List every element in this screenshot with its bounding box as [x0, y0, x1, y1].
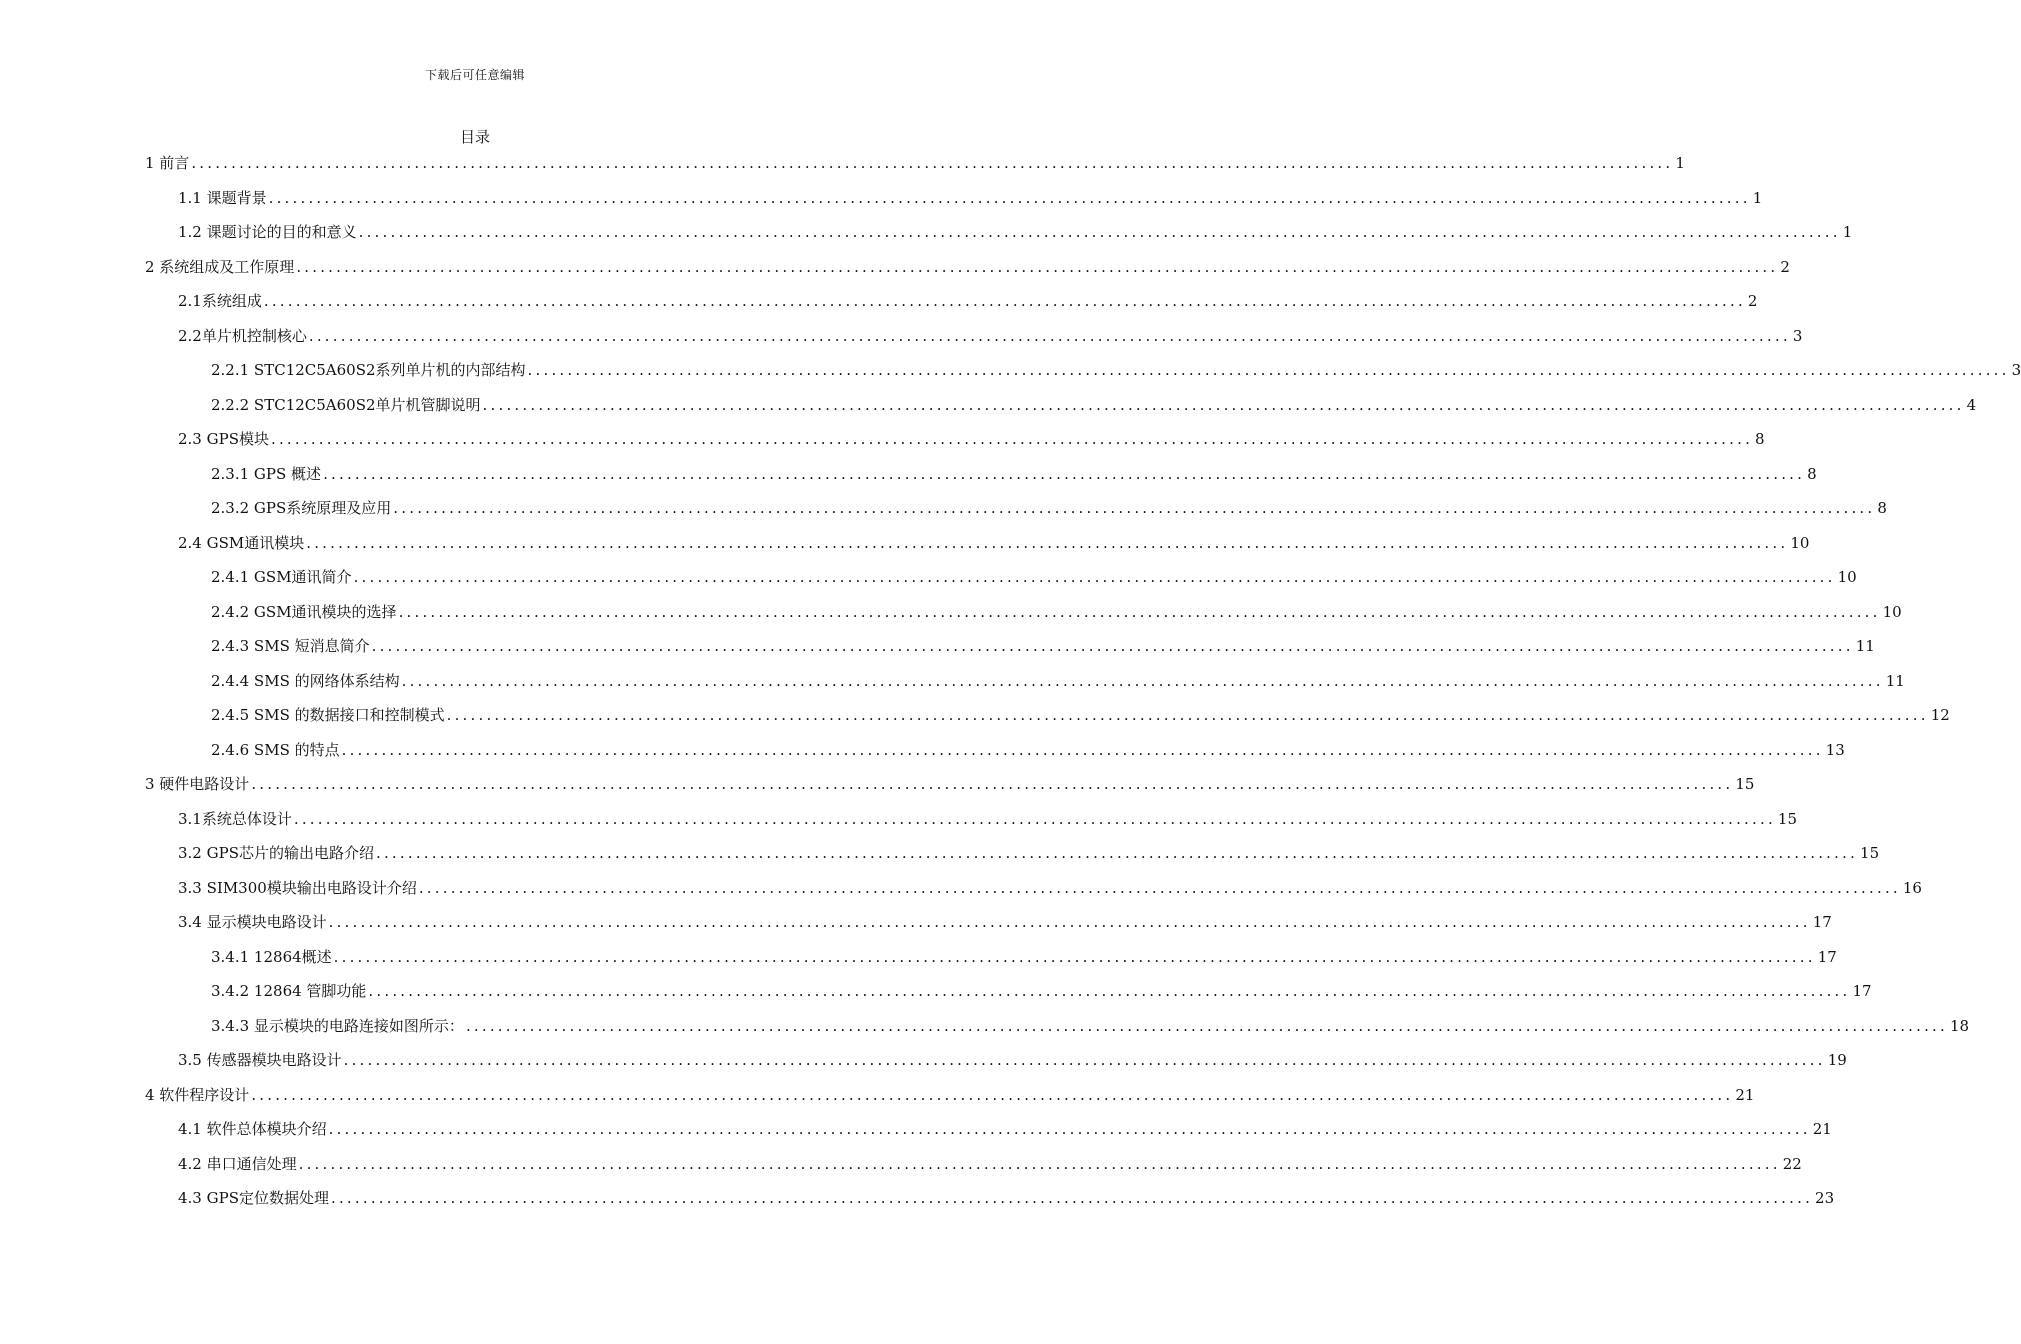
toc-leader-dots: .......................................................................................................................................................................................... — [527, 361, 2010, 380]
toc-leader-dots: .......................................................................................................................................................................................... — [308, 326, 1791, 345]
toc-entry-label: 2.3.1 GPS 概述 — [211, 464, 322, 483]
toc-entry-page: 17 — [1812, 913, 1832, 932]
toc-entry[interactable] — [0, 457, 1817, 492]
toc-entry-label: 4.1 软件总体模块介绍 — [178, 1120, 327, 1139]
toc-entry-label: 2.3.2 GPS系统原理及应用 — [211, 499, 392, 518]
toc-entry-label: 3.2 GPS芯片的输出电路介绍 — [178, 844, 374, 863]
toc-leader-dots: .......................................................................................................................................................................................... — [446, 706, 1929, 725]
toc-entry[interactable] — [0, 698, 1950, 733]
toc-entry[interactable] — [0, 905, 1832, 940]
toc-entry[interactable] — [0, 595, 1902, 630]
toc-entry-page: 10 — [1790, 533, 1810, 552]
toc-entry-label: 2.2单片机控制核心 — [178, 326, 307, 345]
toc-entry-label: 3.5 传感器模块电路设计 — [178, 1051, 342, 1070]
toc-entry-label: 3.4.3 显示模块的电路连接如图所示： — [211, 1016, 464, 1035]
toc-entry[interactable] — [0, 1078, 1755, 1113]
toc-entry[interactable] — [0, 733, 1845, 768]
toc-entry-label: 2.4.1 GSM通讯简介 — [211, 568, 352, 587]
toc-entry-page: 1 — [1842, 223, 1853, 242]
toc-entry-label: 2.4.6 SMS 的特点 — [211, 740, 340, 759]
toc-entry[interactable] — [0, 871, 1922, 906]
toc-entry-page: 2 — [1780, 257, 1790, 276]
toc-entry-label: 2.4.4 SMS 的网络体系结构 — [211, 671, 400, 690]
toc-entry[interactable] — [0, 974, 1872, 1009]
toc-entry-page: 11 — [1855, 637, 1875, 656]
toc-entry-page: 15 — [1777, 809, 1798, 828]
toc-entry-label: 2.2.2 STC12C5A60S2单片机管脚说明 — [211, 395, 481, 414]
toc-leader-dots: .......................................................................................................................................................................................... — [328, 913, 1811, 932]
toc-entry-label: 3.3 SIM300模块输出电路设计介绍 — [178, 878, 417, 897]
toc-entry-page: 22 — [1782, 1154, 1802, 1173]
toc-entry[interactable] — [0, 388, 1977, 423]
toc-entry-page: 10 — [1837, 568, 1857, 587]
toc-entry-page: 17 — [1852, 982, 1872, 1001]
toc-entry[interactable] — [0, 146, 1685, 181]
toc-entry-label: 2 系统组成及工作原理 — [145, 257, 295, 276]
toc-entry[interactable] — [0, 836, 1880, 871]
toc-leader-dots: .......................................................................................................................................................................................... — [328, 1120, 1811, 1139]
toc-leader-dots: .......................................................................................................................................................................................... — [371, 637, 1854, 656]
toc-leader-dots: .......................................................................................................................................................................................... — [268, 188, 1751, 207]
toc-entry[interactable] — [0, 664, 1905, 699]
toc-entry[interactable] — [0, 319, 1803, 354]
toc-entry-page: 17 — [1817, 947, 1837, 966]
toc-leader-dots: .......................................................................................................................................................................................... — [482, 395, 1965, 414]
toc-leader-dots: .......................................................................................................................................................................................... — [296, 257, 1779, 276]
toc-entry-page: 21 — [1735, 1085, 1755, 1104]
toc-entry-label: 2.3 GPS模块 — [178, 430, 269, 449]
toc-entry-label: 2.4.2 GSM通讯模块的选择 — [211, 602, 397, 621]
toc-entry[interactable] — [0, 526, 1810, 561]
toc-entry[interactable] — [0, 1043, 1847, 1078]
toc-leader-dots: .......................................................................................................................................................................................... — [270, 430, 1754, 449]
toc-entry[interactable] — [0, 802, 1798, 837]
toc-leader-dots: .......................................................................................................................................................................................... — [398, 602, 1881, 621]
toc-entry-page: 19 — [1827, 1051, 1847, 1070]
toc-entry-label: 1 前言 — [145, 154, 190, 173]
toc-entry-page: 8 — [1877, 499, 1887, 518]
toc-entry-page: 4 — [1966, 395, 1977, 414]
toc-leader-dots: .......................................................................................................................................................................................... — [465, 1016, 1948, 1035]
toc-entry[interactable] — [0, 1009, 1970, 1044]
toc-entry-page: 3 — [2011, 361, 2021, 380]
toc-leader-dots: .......................................................................................................................................................................................... — [418, 878, 1901, 897]
toc-leader-dots: .......................................................................................................................................................................................... — [368, 982, 1851, 1001]
toc-entry[interactable] — [0, 215, 1853, 250]
toc-entry-page: 1 — [1752, 188, 1763, 207]
toc-entry-label: 3.1系统总体设计 — [178, 809, 292, 828]
toc-entry-label: 2.4.3 SMS 短消息简介 — [211, 637, 370, 656]
toc-entry-label: 2.4 GSM通讯模块 — [178, 533, 305, 552]
toc-entry-label: 2.2.1 STC12C5A60S2系列单片机的内部结构 — [211, 361, 526, 380]
toc-entry-label: 1.2 课题讨论的目的和意义 — [178, 223, 357, 242]
toc-entry[interactable] — [0, 1112, 1832, 1147]
toc-entry[interactable] — [0, 767, 1755, 802]
toc-entry-label: 2.1系统组成 — [178, 292, 262, 311]
toc-entry-page: 18 — [1950, 1016, 1970, 1035]
toc-entry-label: 4.3 GPS定位数据处理 — [178, 1189, 329, 1208]
toc-entry-page: 8 — [1755, 430, 1765, 449]
toc-leader-dots: .......................................................................................................................................................................................... — [263, 292, 1746, 311]
toc-leader-dots: .......................................................................................................................................................................................... — [251, 1085, 1734, 1104]
toc-entry-page: 12 — [1930, 706, 1950, 725]
toc-entry-page: 15 — [1735, 775, 1755, 794]
toc-entry-page: 16 — [1902, 878, 1922, 897]
toc-entry[interactable] — [0, 1147, 1802, 1182]
toc-entry-label: 3.4 显示模块电路设计 — [178, 913, 327, 932]
toc-leader-dots: .......................................................................................................................................................................................... — [330, 1189, 1814, 1208]
toc-entry-label: 3 硬件电路设计 — [145, 775, 250, 794]
table-of-contents — [0, 146, 2021, 1216]
toc-leader-dots: .......................................................................................................................................................................................... — [401, 671, 1884, 690]
toc-leader-dots: .......................................................................................................................................................................................... — [298, 1154, 1781, 1173]
toc-leader-dots: .......................................................................................................................................................................................... — [251, 775, 1734, 794]
toc-leader-dots: .......................................................................................................................................................................................... — [353, 568, 1836, 587]
toc-leader-dots: .......................................................................................................................................................................................... — [343, 1051, 1826, 1070]
toc-leader-dots: .......................................................................................................................................................................................... — [293, 809, 1776, 828]
toc-entry-label: 3.4.1 12864概述 — [211, 947, 332, 966]
toc-entry-page: 11 — [1885, 671, 1905, 690]
toc-entry-page: 3 — [1792, 326, 1803, 345]
toc-leader-dots: .......................................................................................................................................................................................... — [358, 223, 1841, 242]
toc-title: 目录 — [459, 128, 490, 146]
toc-entry-page: 13 — [1825, 740, 1845, 759]
toc-entry-label: 4 软件程序设计 — [145, 1085, 250, 1104]
toc-entry[interactable] — [0, 422, 1765, 457]
toc-entry[interactable] — [0, 560, 1857, 595]
toc-entry[interactable] — [0, 629, 1875, 664]
toc-leader-dots: .......................................................................................................................................................................................... — [306, 533, 1789, 552]
toc-entry-page: 8 — [1807, 464, 1817, 483]
toc-entry-label: 4.2 串口通信处理 — [178, 1154, 297, 1173]
toc-entry[interactable] — [0, 1181, 1835, 1216]
toc-entry[interactable] — [0, 250, 1790, 285]
toc-entry[interactable] — [0, 181, 1763, 216]
toc-entry-page: 1 — [1675, 154, 1685, 173]
toc-entry-label: 1.1 课题背景 — [178, 188, 267, 207]
toc-entry-label: 3.4.2 12864 管脚功能 — [211, 982, 367, 1001]
toc-entry-page: 21 — [1812, 1120, 1832, 1139]
toc-leader-dots: .......................................................................................................................................................................................... — [323, 464, 1806, 483]
toc-leader-dots: .......................................................................................................................................................................................... — [191, 154, 1674, 173]
toc-leader-dots: .......................................................................................................................................................................................... — [393, 499, 1876, 518]
header-note: 下载后可任意编辑 — [424, 68, 525, 82]
toc-entry-page: 23 — [1815, 1189, 1835, 1208]
toc-leader-dots: .......................................................................................................................................................................................... — [333, 947, 1816, 966]
toc-leader-dots: .......................................................................................................................................................................................... — [341, 740, 1824, 759]
toc-entry[interactable] — [0, 940, 1837, 975]
toc-entry-page: 15 — [1860, 844, 1880, 863]
toc-entry-label: 2.4.5 SMS 的数据接口和控制模式 — [211, 706, 445, 725]
toc-entry-page: 2 — [1747, 292, 1758, 311]
toc-entry[interactable] — [0, 491, 1887, 526]
toc-leader-dots: .......................................................................................................................................................................................... — [375, 844, 1859, 863]
toc-entry[interactable] — [0, 353, 2021, 388]
toc-entry-page: 10 — [1882, 602, 1902, 621]
toc-entry[interactable] — [0, 284, 1758, 319]
